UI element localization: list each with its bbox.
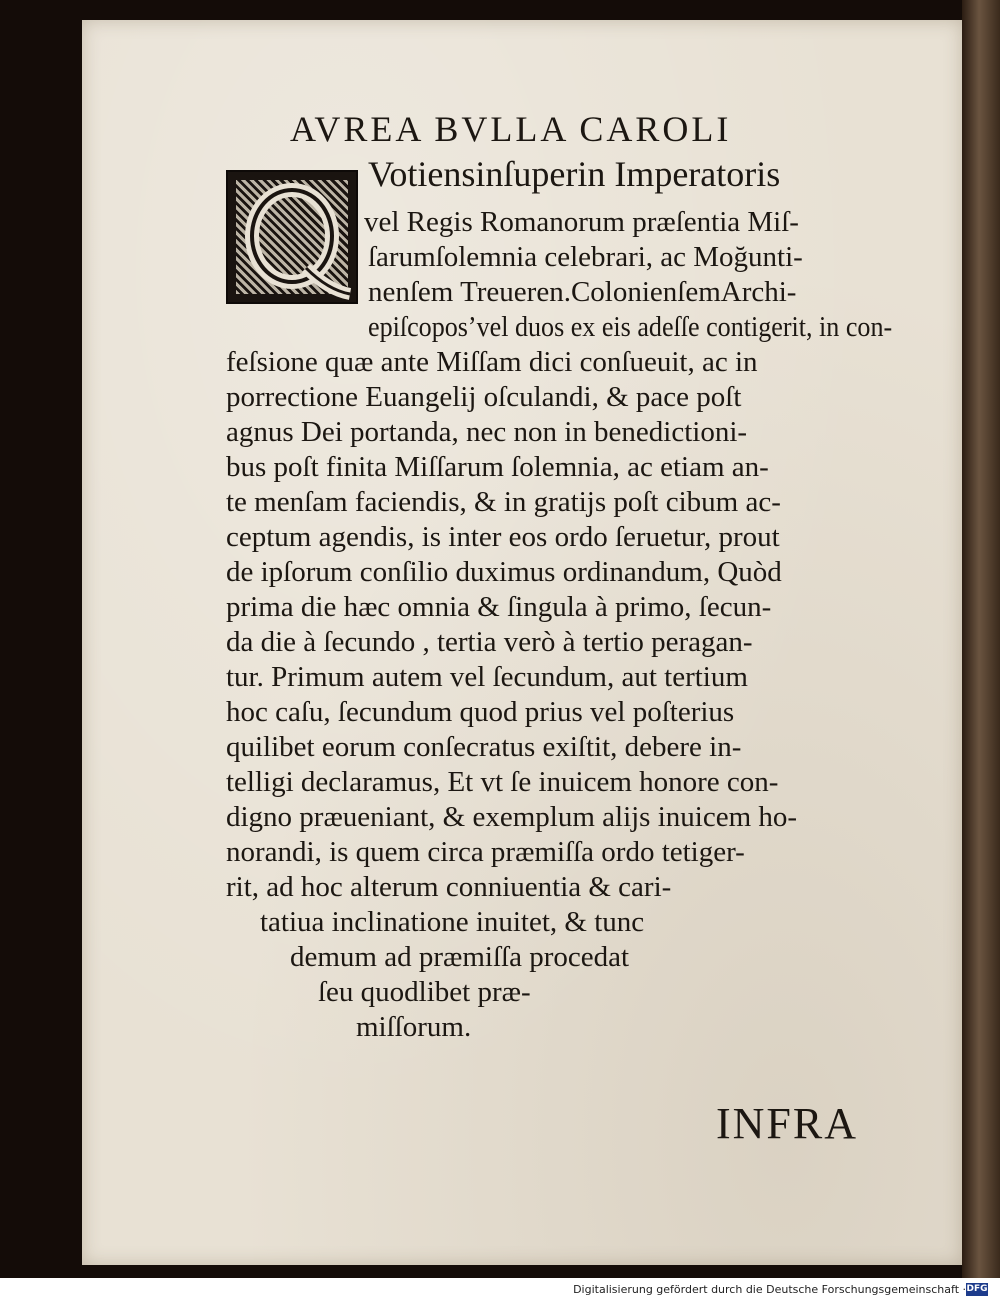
drop-cap-initial [226,170,358,304]
text-line: norandi, is quem circa præmiſſa ordo tetiger- [226,836,745,868]
text-line: nenſem Treueren.ColonienſemArchi- [368,276,797,308]
adjacent-page-edge [962,0,1000,1278]
text-line: te menſam faciendis, & in gratijs poſt cibum ac- [226,486,781,518]
drop-cap-letter-graphic [228,172,360,306]
text-line: rit, ad hoc alterum conniuentia & cari- [226,871,672,903]
text-line: da die à ſecundo , tertia verò à tertio peragan- [226,626,753,658]
text-line: tur. Primum autem vel ſecundum, aut tertium [226,661,748,693]
text-line: ſeu quodlibet præ- [318,976,531,1008]
text-line: vel Regis Romanorum præſentia Miſ- [364,206,799,238]
text-line: de ipſorum conſilio duximus ordinandum, Quòd [226,556,782,588]
text-line: digno præueniant, & exemplum alijs inuicem ho- [226,801,798,833]
text-line: feſsione quæ ante Miſſam dici conſueuit, ac in [226,346,758,378]
text-line: ſarumſolemnia celebrari, ac Moğunti- [368,241,803,273]
text-line: epiſcopos’vel duos ex eis adeſſe contigerit, in con- [368,311,893,343]
text-line: quilibet eorum conſecratus exiſtit, debere in- [226,731,742,763]
text-line: hoc caſu, ſecundum quod prius vel poſterius [226,696,735,728]
text-line: telligi declaramus, Et vt ſe inuicem honore con- [226,766,779,798]
running-head: AVREA BVLLA CAROLI [290,109,732,149]
text-line: demum ad præmiſſa procedat [290,941,630,973]
dfg-logo: DFG [966,1284,988,1294]
text-line: Votiensinſuperin Imperatoris [368,154,781,194]
text-line: prima die hæc omnia & ſingula à primo, ſecun- [226,591,772,623]
text-line: ceptum agendis, is inter eos ordo ſeruetur, prout [226,521,780,553]
catchword: INFRA [716,1099,859,1148]
text-line: bus poſt finita Miſſarum ſolemnia, ac etiam an- [226,451,769,483]
text-line: miſſorum. [356,1011,472,1043]
digitization-credit: Digitalisierung gefördert durch die Deutsche Forschungsgemeinschaft · [573,1283,966,1296]
text-line: agnus Dei portanda, nec non in benedictioni- [226,416,748,448]
text-line: tatiua inclinatione inuitet, & tunc [260,906,645,938]
text-line: porrectione Euangelij oſculandi, & pace poſt [226,381,742,413]
